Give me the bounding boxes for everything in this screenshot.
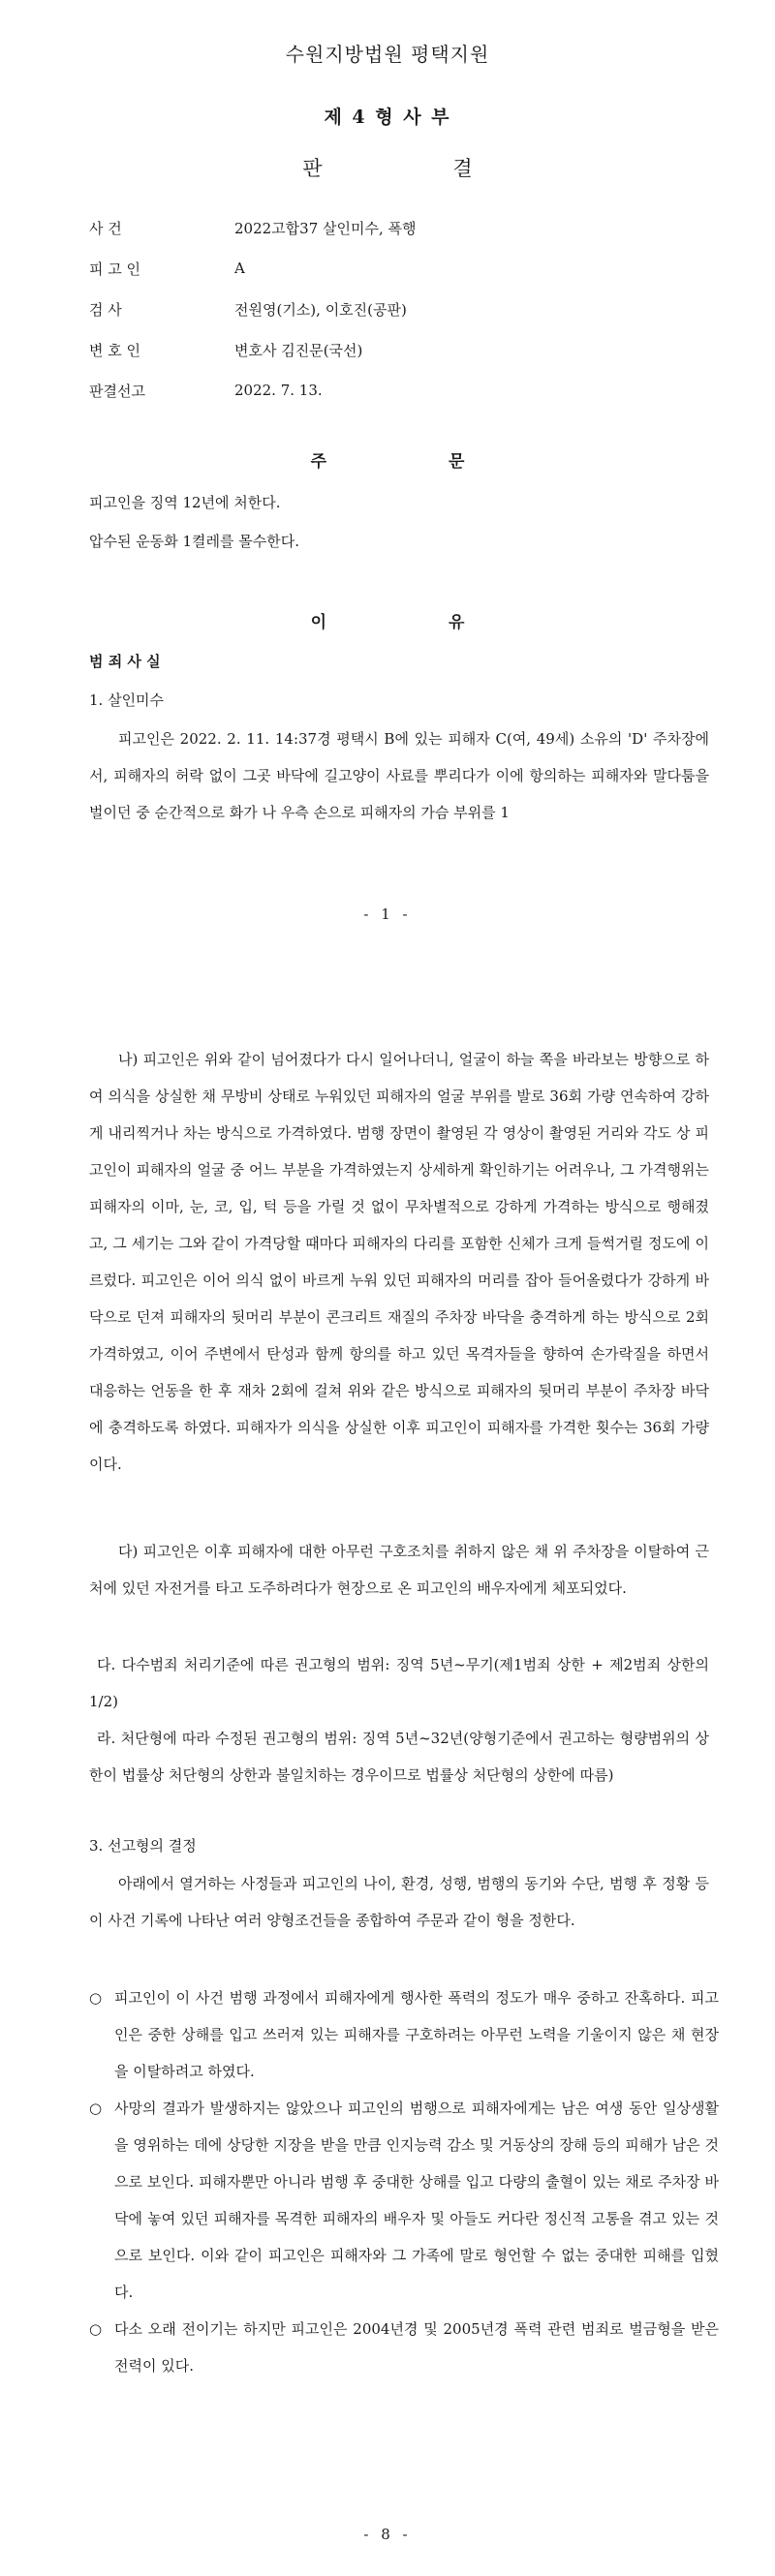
paragraph-ra: 라. 처단형에 따라 수정된 권고형의 범위: 징역 5년~32년(양형기준에서 권고하는 형량범위의 상한이 법률상 처단형의 상한과 불일치하는 경우이므로 법률상 처단형의 상한에 따름) [89, 1730, 709, 1784]
case-info-row [89, 370, 417, 411]
item3-heading: 3. 선고형의 결정 [89, 1837, 197, 1855]
case-info-row [89, 207, 417, 248]
list-item [89, 2311, 719, 2384]
order-line: 피고인을 징역 12년에 처한다. [89, 494, 281, 511]
case-info-label: 변 호 인 [89, 341, 141, 359]
case-info-row [89, 248, 417, 289]
item1-heading: 1. 살인미수 [89, 691, 165, 709]
case-info-value: 2022. 7. 13. [234, 382, 323, 399]
page-number: - 8 - [363, 2526, 412, 2543]
list-item-text: 사망의 결과가 발생하지는 않았으나 피고인의 범행으로 피해자에게는 남은 여생 동안 일상생활을 영위하는 데에 상당한 지장을 받을 만큼 인지능력 감소 및 거동상의 장해 등의 피해가 남은 것으로 보인다. 피해자뿐만 아니라 범행 후 중대한 상해를 입고 다량의 출혈이 있는 채로 주차장 바닥에 놓여 있던 피해자를 목격한 피해자의 배우자 및 아들도 커다란 정신적 고통을 겪고 있는 것으로 보인다. 이와 같이 피고인은 피해자와 그 가족에 말로 형언할 수 없는 중대한 피해를 입혔다. [114, 2100, 719, 2301]
court-name: 수원지방법원 평택지원 [285, 43, 490, 66]
case-info-value: A [234, 260, 245, 277]
page-number: - 1 - [363, 905, 412, 923]
case-info-label: 사 건 [89, 219, 122, 237]
item3-intro: 아래에서 열거하는 사정들과 피고인의 나이, 환경, 성행, 범행의 동기와 수단, 범행 후 정황 등 이 사건 기록에 나타난 여러 양형조건들을 종합하여 주문과 같이 형을 정한다. [89, 1875, 709, 1929]
paragraph-da-paren: 다) 피고인은 이후 피해자에 대한 아무런 구호조치를 취하지 않은 채 위 주차장을 이탈하여 근처에 있던 자전거를 타고 도주하려다가 현장으로 온 피고인의 배우자에게 체포되었다. [89, 1543, 709, 1597]
case-info-value: 변호사 김진문(국선) [234, 341, 363, 359]
order-heading: 주 문 [310, 452, 523, 472]
case-info-label: 검 사 [89, 300, 122, 319]
document-title: 판 결 [302, 157, 535, 180]
case-info-label: 피 고 인 [89, 260, 141, 278]
list-item [89, 2090, 719, 2311]
case-info-value: 2022고합37 살인미수, 폭행 [234, 219, 417, 237]
list-item-text: 다소 오래 전이기는 하지만 피고인은 2004년경 및 2005년경 폭력 관련 범죄로 벌금형을 받은 전력이 있다. [114, 2320, 719, 2375]
reason-heading: 이 유 [310, 613, 523, 632]
case-info-row [89, 329, 417, 370]
list-item [89, 1979, 719, 2090]
circle-bullet-icon: ○ [89, 1989, 103, 2007]
circle-bullet-icon: ○ [89, 2100, 103, 2117]
paragraph-da: 다. 다수범죄 처리기준에 따른 권고형의 범위: 징역 5년~무기(제1범죄 상한 + 제2범죄 상한의 1/2) [89, 1656, 709, 1710]
order-line: 압수된 운동화 1켤레를 몰수한다. [89, 533, 299, 550]
division-name: 제 4 형 사 부 [324, 107, 451, 128]
crime-facts-heading: 범 죄 사 실 [89, 653, 161, 670]
case-info-label: 판결선고 [89, 382, 145, 400]
case-info-value: 전원영(기소), 이호진(공판) [234, 300, 407, 319]
sentencing-factors-list [89, 1979, 719, 2384]
paragraph-na: 나) 피고인은 위와 같이 넘어졌다가 다시 일어나더니, 얼굴이 하늘 쪽을 바라보는 방향으로 하여 의식을 상실한 채 무방비 상태로 누워있던 피해자의 얼굴 부위를 발로 36회 가량 연속하여 강하게 내리찍거나 차는 방식으로 가격하였다. 범행 장면이 촬영된 각 영상이 촬영된 거리와 각도 상 피고인이 피해자의 얼굴 중 어느 부분을 가격하였는지 상세하게 확인하기는 어려우나, 그 가격행위는 피해자의 이마, 눈, 코, 입, 턱 등을 가릴 것 없이 무차별적으로 강하게 가격하는 방식으로 행해졌고, 그 세기는 그와 같이 가격당할 때마다 피해자의 다리를 포함한 신체가 크게 들썩거릴 정도에 이르렀다. 피고인은 이어 의식 없이 바르게 누워 있던 피해자의 머리를 잡아 들어올렸다가 강하게 바닥으로 던져 피해자의 뒷머리 부분이 콘크리트 재질의 주차장 바닥을 충격하게 하는 방식으로 2회 가격하였고, 이어 주변에서 탄성과 함께 항의를 하고 있던 목격자들을 향하여 손가락질을 하면서 대응하는 언동을 한 후 재차 2회에 걸쳐 위와 같은 방식으로 피해자의 뒷머리 부분이 주차장 바닥에 충격하도록 하였다. 피해자가 의식을 상실한 이후 피고인이 피해자를 가격한 횟수는 36회 가량이다. [89, 1051, 709, 1473]
case-info-table [89, 207, 417, 411]
case-info-row [89, 289, 417, 329]
circle-bullet-icon: ○ [89, 2320, 103, 2338]
item1-paragraph: 피고인은 2022. 2. 11. 14:37경 평택시 B에 있는 피해자 C(여, 49세) 소유의 'D' 주차장에서, 피해자의 허락 없이 그곳 바닥에 길고양이 사료를 뿌리다가 이에 항의하는 피해자와 말다툼을 벌이던 중 순간적으로 화가 나 우측 손으로 피해자의 가슴 부위를 1 [89, 730, 709, 821]
list-item-text: 피고인이 이 사건 범행 과정에서 피해자에게 행사한 폭력의 정도가 매우 중하고 잔혹하다. 피고인은 중한 상해를 입고 쓰러져 있는 피해자를 구호하려는 아무런 노력을 기울이지 않은 채 현장을 이탈하려고 하였다. [114, 1989, 719, 2080]
